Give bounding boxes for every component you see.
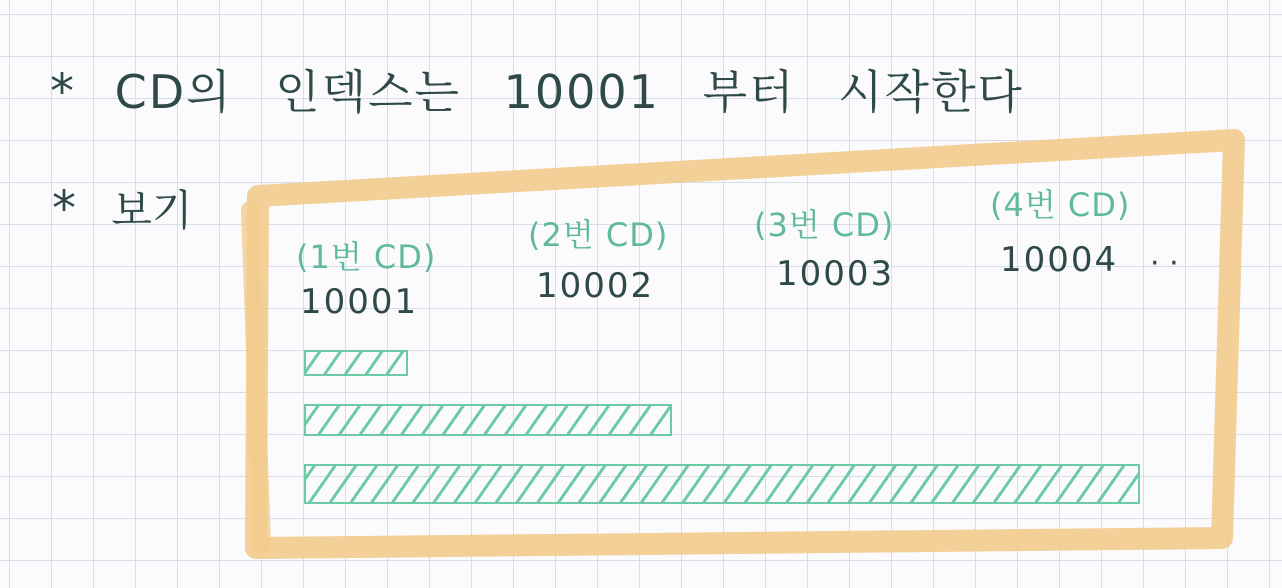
cd-label-3: (3번 CD) [754, 206, 895, 244]
example-label-text: 보기 [111, 186, 193, 235]
note-word: 부터 [702, 65, 796, 119]
ellipsis: · · [1150, 246, 1179, 281]
cd-index-1: 10001 [300, 282, 419, 322]
cd-index-2: 10002 [536, 266, 655, 306]
cd-label-2: (2번 CD) [528, 216, 669, 254]
cd-label-1: (1번 CD) [296, 238, 437, 276]
note-word: 인덱스는 [275, 65, 461, 119]
progress-bar-1 [304, 350, 408, 376]
asterisk-icon: * [52, 181, 76, 237]
cd-index-3: 10003 [776, 254, 895, 294]
note-word: 10001 [503, 65, 660, 119]
progress-bar-3 [304, 464, 1140, 504]
progress-bar-2 [304, 404, 672, 436]
asterisk-icon: * [50, 64, 76, 120]
cd-label-4: (4번 CD) [990, 186, 1131, 224]
cd-index-4: 10004 [1000, 240, 1119, 280]
note-word: 시작한다 [838, 65, 1024, 119]
note-word: CD의 [114, 65, 233, 119]
